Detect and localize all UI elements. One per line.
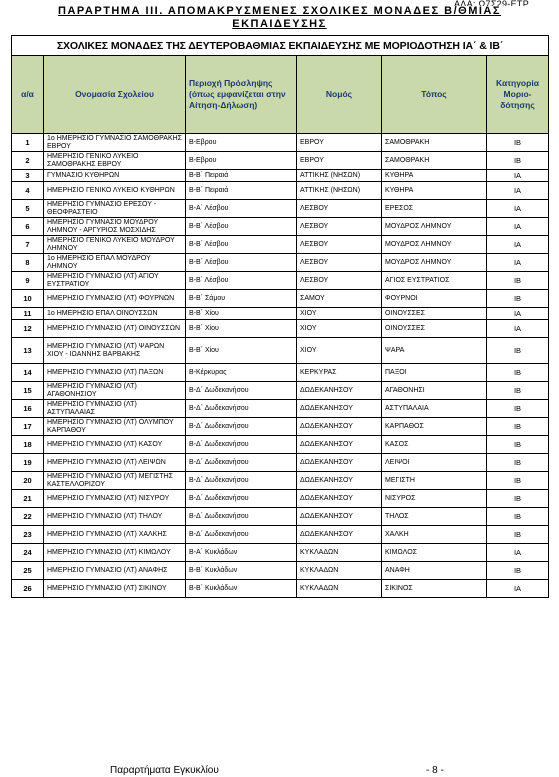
category-cell: ΙΒ	[487, 272, 549, 290]
category-cell: ΙΒ	[487, 436, 549, 454]
school-name-cell: 1ο ΗΜΕΡΗΣΙΟ ΓΥΜΝΑΣΙΟ ΣΑΜΟΘΡΑΚΗΣ ΕΒΡΟΥ	[44, 134, 186, 152]
prefecture-cell: ΚΥΚΛΑΔΩΝ	[297, 580, 382, 598]
table-row	[12, 490, 549, 508]
recruitment-area-cell: Β-Β΄ Χίου	[186, 320, 297, 338]
prefecture-cell: ΔΩΔΕΚΑΝΗΣΟΥ	[297, 382, 382, 400]
place-cell: ΨΑΡΑ	[382, 338, 487, 364]
row-number-cell: 7	[12, 236, 44, 254]
prefecture-cell: ΛΕΣΒΟΥ	[297, 218, 382, 236]
row-number-cell: 3	[12, 170, 44, 182]
row-number-cell: 14	[12, 364, 44, 382]
prefecture-cell: ΛΕΣΒΟΥ	[297, 236, 382, 254]
school-name-cell: ΗΜΕΡΗΣΙΟ ΓΥΜΝΑΣΙΟ (ΛΤ) ΑΓΙΟΥ ΕΥΣΤΡΑΤΙΟΥ	[44, 272, 186, 290]
table-row	[12, 364, 549, 382]
school-name-cell: ΗΜΕΡΗΣΙΟ ΓΥΜΝΑΣΙΟ (ΛΤ) ΑΣΤΥΠΑΛΑΙΑΣ	[44, 400, 186, 418]
prefecture-cell: ΔΩΔΕΚΑΝΗΣΟΥ	[297, 472, 382, 490]
category-cell: ΙΑ	[487, 170, 549, 182]
prefecture-cell: ΔΩΔΕΚΑΝΗΣΟΥ	[297, 400, 382, 418]
category-cell: ΙΑ	[487, 580, 549, 598]
recruitment-area-cell: Β-Β΄ Πειραιά	[186, 170, 297, 182]
row-number-cell: 2	[12, 152, 44, 170]
category-cell: ΙΒ	[487, 338, 549, 364]
prefecture-cell: ΣΑΜΟΥ	[297, 290, 382, 308]
prefecture-cell: ΕΒΡΟΥ	[297, 134, 382, 152]
row-number-cell: 13	[12, 338, 44, 364]
table-row	[12, 290, 549, 308]
recruitment-area-cell: Β-Δ΄ Δωδεκανήσου	[186, 490, 297, 508]
row-number-cell: 9	[12, 272, 44, 290]
school-name-cell: ΗΜΕΡΗΣΙΟ ΓΥΜΝΑΣΙΟ (ΛΤ) ΤΗΛΟΥ	[44, 508, 186, 526]
col-header-school: Ονομασία Σχολείου	[44, 56, 186, 134]
category-cell: ΙΒ	[487, 134, 549, 152]
recruitment-area-cell: Β-Β΄ Λέσβου	[186, 272, 297, 290]
recruitment-area-cell: Β-Β΄ Λέσβου	[186, 236, 297, 254]
school-name-cell: ΗΜΕΡΗΣΙΟ ΓΕΝΙΚΟ ΛΥΚΕΙΟ ΚΥΘΗΡΩΝ	[44, 182, 186, 200]
recruitment-area-cell: Β-Δ΄ Δωδεκανήσου	[186, 436, 297, 454]
prefecture-cell: ΧΙΟΥ	[297, 308, 382, 320]
row-number-cell: 15	[12, 382, 44, 400]
prefecture-cell: ΑΤΤΙΚΗΣ (ΝΗΣΩΝ)	[297, 182, 382, 200]
category-cell: ΙΒ	[487, 562, 549, 580]
place-cell: ΑΓΑΘΟΝΗΣΙ	[382, 382, 487, 400]
table-row	[12, 170, 549, 182]
page-number: - 8 -	[426, 765, 444, 776]
row-number-cell: 20	[12, 472, 44, 490]
school-name-cell: ΗΜΕΡΗΣΙΟ ΓΥΜΝΑΣΙΟ (ΛΤ) ΝΙΣΥΡΟΥ	[44, 490, 186, 508]
recruitment-area-cell: Β-Β΄ Πειραιά	[186, 182, 297, 200]
category-cell: ΙΑ	[487, 320, 549, 338]
table-row	[12, 400, 549, 418]
row-number-cell: 24	[12, 544, 44, 562]
school-name-cell: ΗΜΕΡΗΣΙΟ ΓΥΜΝΑΣΙΟ (ΛΤ) ΚΑΣΟΥ	[44, 436, 186, 454]
place-cell: ΛΕΙΨΟΙ	[382, 454, 487, 472]
table-row	[12, 544, 549, 562]
recruitment-area-cell: Β-Β΄ Χίου	[186, 308, 297, 320]
place-cell: ΚΥΘΗΡΑ	[382, 170, 487, 182]
table-row	[12, 236, 549, 254]
school-name-cell: ΗΜΕΡΗΣΙΟ ΓΕΝΙΚΟ ΛΥΚΕΙΟ ΜΟΥΔΡΟΥ ΛΗΜΝΟΥ	[44, 236, 186, 254]
category-cell: ΙΒ	[487, 364, 549, 382]
schools-table	[11, 35, 549, 598]
row-number-cell: 26	[12, 580, 44, 598]
row-number-cell: 12	[12, 320, 44, 338]
category-cell: ΙΑ	[487, 182, 549, 200]
category-cell: ΙΒ	[487, 290, 549, 308]
prefecture-cell: ΛΕΣΒΟΥ	[297, 254, 382, 272]
prefecture-cell: ΔΩΔΕΚΑΝΗΣΟΥ	[297, 526, 382, 544]
recruitment-area-cell: Β-Α΄ Λέσβου	[186, 200, 297, 218]
table-row	[12, 472, 549, 490]
prefecture-cell: ΧΙΟΥ	[297, 320, 382, 338]
row-number-cell: 11	[12, 308, 44, 320]
category-cell: ΙΒ	[487, 508, 549, 526]
school-name-cell: ΗΜΕΡΗΣΙΟ ΓΥΜΝΑΣΙΟ (ΛΤ) ΣΙΚΙΝΟΥ	[44, 580, 186, 598]
recruitment-area-cell: Β-Β΄ Λέσβου	[186, 254, 297, 272]
recruitment-area-cell: Β-Δ΄ Δωδεκανήσου	[186, 508, 297, 526]
category-cell: ΙΑ	[487, 218, 549, 236]
table-row	[12, 272, 549, 290]
place-cell: ΕΡΕΣΟΣ	[382, 200, 487, 218]
row-number-cell: 17	[12, 418, 44, 436]
school-name-cell: ΗΜΕΡΗΣΙΟ ΓΥΜΝΑΣΙΟ (ΛΤ) ΟΙΝΟΥΣΣΩΝ	[44, 320, 186, 338]
row-number-cell: 22	[12, 508, 44, 526]
place-cell: ΚΑΡΠΑΘΟΣ	[382, 418, 487, 436]
ada-code: ΑΔΑ: Ω7Σ29-ΕΤΡ	[453, 0, 529, 6]
place-cell: ΚΥΘΗΡΑ	[382, 182, 487, 200]
col-header-prefecture: Νομός	[297, 56, 382, 134]
category-cell: ΙΑ	[487, 308, 549, 320]
place-cell: ΟΙΝΟΥΣΣΕΣ	[382, 320, 487, 338]
school-name-cell: ΗΜΕΡΗΣΙΟ ΓΥΜΝΑΣΙΟ (ΛΤ) ΧΑΛΚΗΣ	[44, 526, 186, 544]
recruitment-area-cell: Β-Δ΄ Δωδεκανήσου	[186, 472, 297, 490]
school-name-cell: ΗΜΕΡΗΣΙΟ ΓΥΜΝΑΣΙΟ (ΛΤ) ΨΑΡΩΝ ΧΙΟΥ - ΙΩΑΝΝΗΣ ΒΑΡΒΑΚΗΣ	[44, 338, 186, 364]
table-title: ΣΧΟΛΙΚΕΣ ΜΟΝΑΔΕΣ ΤΗΣ ΔΕΥΤΕΡΟΒΑΘΜΙΑΣ ΕΚΠΑΙΔΕΥΣΗΣ ΜΕ ΜΟΡΙΟΔΟΤΗΣΗ ΙΑ΄ & ΙΒ΄	[12, 36, 549, 56]
row-number-cell: 8	[12, 254, 44, 272]
col-header-place: Τόπος	[382, 56, 487, 134]
prefecture-cell: ΚΥΚΛΑΔΩΝ	[297, 544, 382, 562]
category-cell: ΙΑ	[487, 544, 549, 562]
col-header-category: Κατηγορία Μοριο-δότησης	[487, 56, 549, 134]
prefecture-cell: ΔΩΔΕΚΑΝΗΣΟΥ	[297, 418, 382, 436]
school-name-cell: 1ο ΗΜΕΡΗΣΙΟ ΕΠΑΛ ΟΙΝΟΥΣΣΩΝ	[44, 308, 186, 320]
recruitment-area-cell: Β-Εβρου	[186, 152, 297, 170]
row-number-cell: 19	[12, 454, 44, 472]
place-cell: ΠΑΞΟΙ	[382, 364, 487, 382]
recruitment-area-cell: Β-Β΄ Λέσβου	[186, 218, 297, 236]
place-cell: ΜΟΥΔΡΟΣ ΛΗΜΝΟΥ	[382, 236, 487, 254]
annex-title-line2: ΕΚΠΑΙΔΕΥΣΗΣ	[232, 18, 327, 30]
category-cell: ΙΒ	[487, 382, 549, 400]
school-name-cell: ΗΜΕΡΗΣΙΟ ΓΥΜΝΑΣΙΟ ΜΟΥΔΡΟΥ ΛΗΜΝΟΥ - ΑΡΓΥΡΙΟΣ ΜΟΣΧΙΔΗΣ	[44, 218, 186, 236]
prefecture-cell: ΚΥΚΛΑΔΩΝ	[297, 562, 382, 580]
category-cell: ΙΑ	[487, 200, 549, 218]
category-cell: ΙΒ	[487, 490, 549, 508]
table-row	[12, 308, 549, 320]
row-number-cell: 18	[12, 436, 44, 454]
prefecture-cell: ΛΕΣΒΟΥ	[297, 272, 382, 290]
footer-title: Παραρτήματα Εγκυκλίου	[110, 765, 219, 776]
table-row	[12, 454, 549, 472]
recruitment-area-cell: Β-Β΄ Σάμου	[186, 290, 297, 308]
school-name-cell: ΗΜΕΡΗΣΙΟ ΓΥΜΝΑΣΙΟ (ΛΤ) ΠΑΞΩΝ	[44, 364, 186, 382]
row-number-cell: 25	[12, 562, 44, 580]
place-cell: ΚΙΜΩΛΟΣ	[382, 544, 487, 562]
recruitment-area-cell: Β-Β΄ Χίου	[186, 338, 297, 364]
recruitment-area-cell: Β-Α΄ Κυκλάδων	[186, 544, 297, 562]
table-header-row	[12, 56, 549, 134]
prefecture-cell: ΧΙΟΥ	[297, 338, 382, 364]
school-name-cell: ΗΜΕΡΗΣΙΟ ΓΥΜΝΑΣΙΟ ΕΡΕΣΟΥ - ΘΕΟΦΡΑΣΤΕΙΟ	[44, 200, 186, 218]
prefecture-cell: ΛΕΣΒΟΥ	[297, 200, 382, 218]
recruitment-area-cell: Β-Β΄ Κυκλάδων	[186, 580, 297, 598]
prefecture-cell: ΑΤΤΙΚΗΣ (ΝΗΣΩΝ)	[297, 170, 382, 182]
table-row	[12, 508, 549, 526]
row-number-cell: 6	[12, 218, 44, 236]
place-cell: ΧΑΛΚΗ	[382, 526, 487, 544]
school-name-cell: ΗΜΕΡΗΣΙΟ ΓΥΜΝΑΣΙΟ (ΛΤ) ΟΛΥΜΠΟΥ ΚΑΡΠΑΘΟΥ	[44, 418, 186, 436]
table-row	[12, 382, 549, 400]
school-name-cell: 1ο ΗΜΕΡΗΣΙΟ ΕΠΑΛ ΜΟΥΔΡΟΥ ΛΗΜΝΟΥ	[44, 254, 186, 272]
prefecture-cell: ΔΩΔΕΚΑΝΗΣΟΥ	[297, 436, 382, 454]
annex-title-line1: ΠΑΡΑΡΤΗΜΑ ΙΙΙ. ΑΠΟΜΑΚΡΥΣΜΕΝΕΣ ΣΧΟΛΙΚΕΣ ΜΟΝΑΔΕΣ Β/ΘΜΙΑΣ	[58, 5, 501, 17]
table-row	[12, 526, 549, 544]
prefecture-cell: ΔΩΔΕΚΑΝΗΣΟΥ	[297, 490, 382, 508]
school-name-cell: ΗΜΕΡΗΣΙΟ ΓΥΜΝΑΣΙΟ (ΛΤ) ΛΕΙΨΩΝ	[44, 454, 186, 472]
row-number-cell: 5	[12, 200, 44, 218]
table-row	[12, 254, 549, 272]
place-cell: ΟΙΝΟΥΣΣΕΣ	[382, 308, 487, 320]
school-name-cell: ΗΜΕΡΗΣΙΟ ΓΕΝΙΚΟ ΛΥΚΕΙΟ ΣΑΜΟΘΡΑΚΗΣ ΕΒΡΟΥ	[44, 152, 186, 170]
table-row	[12, 418, 549, 436]
place-cell: ΣΑΜΟΘΡΑΚΗ	[382, 152, 487, 170]
recruitment-area-cell: Β-Β΄ Κυκλάδων	[186, 562, 297, 580]
col-header-aa: α/α	[12, 56, 44, 134]
category-cell: ΙΑ	[487, 236, 549, 254]
table-row	[12, 200, 549, 218]
place-cell: ΣΑΜΟΘΡΑΚΗ	[382, 134, 487, 152]
recruitment-area-cell: Β-Εβρου	[186, 134, 297, 152]
table-row	[12, 134, 549, 152]
place-cell: ΑΣΤΥΠΑΛΑΙΑ	[382, 400, 487, 418]
category-cell: ΙΒ	[487, 472, 549, 490]
recruitment-area-cell: Β-Δ΄ Δωδεκανήσου	[186, 526, 297, 544]
school-name-cell: ΓΥΜΝΑΣΙΟ ΚΥΘΗΡΩΝ	[44, 170, 186, 182]
table-row	[12, 338, 549, 364]
table-row	[12, 182, 549, 200]
table-row	[12, 152, 549, 170]
annex-title	[0, 5, 559, 31]
school-name-cell: ΗΜΕΡΗΣΙΟ ΓΥΜΝΑΣΙΟ (ΛΤ) ΑΝΑΦΗΣ	[44, 562, 186, 580]
school-name-cell: ΗΜΕΡΗΣΙΟ ΓΥΜΝΑΣΙΟ (ΛΤ) ΦΟΥΡΝΩΝ	[44, 290, 186, 308]
table-row	[12, 436, 549, 454]
prefecture-cell: ΕΒΡΟΥ	[297, 152, 382, 170]
recruitment-area-cell: Β-Κέρκυρας	[186, 364, 297, 382]
prefecture-cell: ΔΩΔΕΚΑΝΗΣΟΥ	[297, 454, 382, 472]
place-cell: ΦΟΥΡΝΟΙ	[382, 290, 487, 308]
row-number-cell: 16	[12, 400, 44, 418]
category-cell: ΙΒ	[487, 454, 549, 472]
school-name-cell: ΗΜΕΡΗΣΙΟ ΓΥΜΝΑΣΙΟ (ΛΤ) ΚΙΜΩΛΟΥ	[44, 544, 186, 562]
recruitment-area-cell: Β-Δ΄ Δωδεκανήσου	[186, 418, 297, 436]
place-cell: ΤΗΛΟΣ	[382, 508, 487, 526]
table-title-row	[12, 36, 549, 56]
table-body	[12, 134, 549, 598]
recruitment-area-cell: Β-Δ΄ Δωδεκανήσου	[186, 454, 297, 472]
row-number-cell: 4	[12, 182, 44, 200]
category-cell: ΙΒ	[487, 526, 549, 544]
col-header-area: Περιοχή Πρόσληψης (όπως εμφανίζεται στην Αίτηση-Δήλωση)	[186, 56, 297, 134]
place-cell: ΑΝΑΦΗ	[382, 562, 487, 580]
place-cell: ΜΟΥΔΡΟΣ ΛΗΜΝΟΥ	[382, 254, 487, 272]
place-cell: ΝΙΣΥΡΟΣ	[382, 490, 487, 508]
place-cell: ΜΕΓΙΣΤΗ	[382, 472, 487, 490]
table-row	[12, 562, 549, 580]
category-cell: ΙΒ	[487, 400, 549, 418]
school-name-cell: ΗΜΕΡΗΣΙΟ ΓΥΜΝΑΣΙΟ (ΛΤ) ΑΓΑΘΟΝΗΣΙΟΥ	[44, 382, 186, 400]
category-cell: ΙΒ	[487, 418, 549, 436]
table-row	[12, 580, 549, 598]
table-row	[12, 218, 549, 236]
prefecture-cell: ΚΕΡΚΥΡΑΣ	[297, 364, 382, 382]
category-cell: ΙΑ	[487, 254, 549, 272]
category-cell: ΙΒ	[487, 152, 549, 170]
place-cell: ΑΓΙΟΣ ΕΥΣΤΡΑΤΙΟΣ	[382, 272, 487, 290]
row-number-cell: 21	[12, 490, 44, 508]
prefecture-cell: ΔΩΔΕΚΑΝΗΣΟΥ	[297, 508, 382, 526]
table-row	[12, 320, 549, 338]
row-number-cell: 10	[12, 290, 44, 308]
recruitment-area-cell: Β-Δ΄ Δωδεκανήσου	[186, 400, 297, 418]
school-name-cell: ΗΜΕΡΗΣΙΟ ΓΥΜΝΑΣΙΟ (ΛΤ) ΜΕΓΙΣΤΗΣ ΚΑΣΤΕΛΛΟΡΙΖΟΥ	[44, 472, 186, 490]
row-number-cell: 1	[12, 134, 44, 152]
place-cell: ΚΑΣΟΣ	[382, 436, 487, 454]
recruitment-area-cell: Β-Δ΄ Δωδεκανήσου	[186, 382, 297, 400]
row-number-cell: 23	[12, 526, 44, 544]
place-cell: ΜΟΥΔΡΟΣ ΛΗΜΝΟΥ	[382, 218, 487, 236]
place-cell: ΣΙΚΙΝΟΣ	[382, 580, 487, 598]
